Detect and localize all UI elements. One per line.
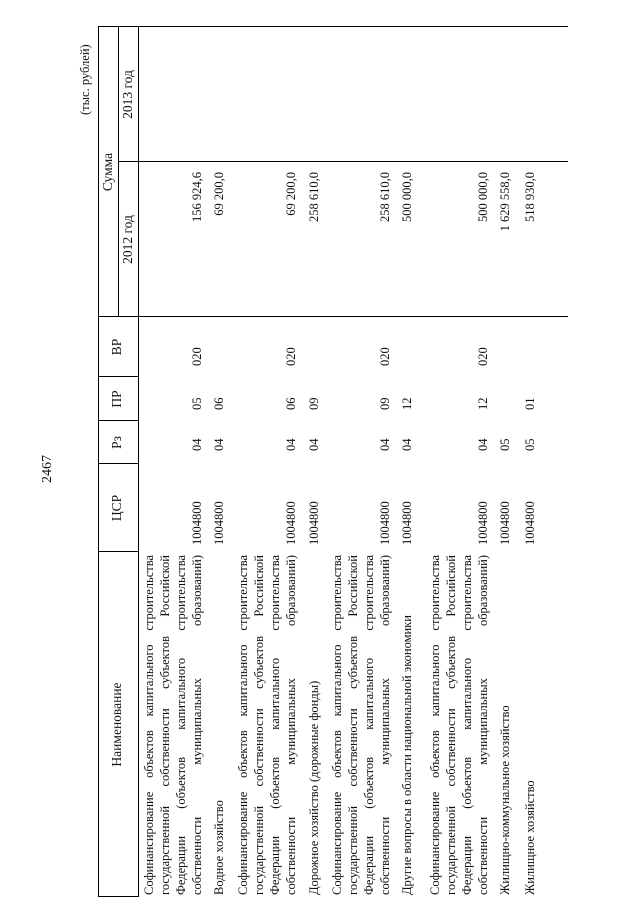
sum-subheader-line xyxy=(118,27,119,317)
page-number: 2467 xyxy=(40,455,55,483)
table-row-csr: 1004800 xyxy=(284,501,298,545)
table-row-rz: 04 xyxy=(284,438,298,451)
table-row-rz: 04 xyxy=(307,438,321,451)
table-row-csr: 1004800 xyxy=(307,501,321,545)
table-row-name: Софинансирование объектов капитального строительства государственной собственности субъектов Российской Федерации (объектов капитального строительства собственности муниципальных образований) xyxy=(428,555,490,895)
table-row-rz: 05 xyxy=(523,438,537,451)
table-row-csr: 1004800 xyxy=(476,501,490,545)
table-row-2012: 1 629 558,0 xyxy=(498,172,512,232)
table-row-name: Софинансирование объектов капитального строительства государственной собственности субъектов Российской Федерации (объектов капитального строительства собственности муниципальных образований) xyxy=(330,555,392,895)
table-row-name: Водное хозяйство xyxy=(212,800,226,895)
table-row-pr: 01 xyxy=(523,397,537,410)
table-top-border xyxy=(98,27,99,897)
table-row-pr: 12 xyxy=(400,397,414,410)
table-row-csr: 1004800 xyxy=(212,501,226,545)
header-bottom-border xyxy=(138,27,139,897)
table-row-vr: 020 xyxy=(476,347,490,366)
table-row-2012: 518 930,0 xyxy=(523,172,537,222)
table-row-name: Жилищно-коммунальное хозяйство xyxy=(498,705,512,895)
table-row-name: Другие вопросы в области национальной экономики xyxy=(400,615,414,895)
header-pr: ПР xyxy=(109,390,124,408)
table-row-csr: 1004800 xyxy=(378,501,392,545)
table-row-pr: 05 xyxy=(190,397,204,410)
budget-table xyxy=(98,27,568,897)
table-row-2012: 500 000,0 xyxy=(476,172,490,222)
col-divider-2012 xyxy=(118,161,568,162)
table-row-name: Софинансирование объектов капитального строительства государственной собственности субъектов Российской Федерации (объектов капитального строительства собственности муниципальных образований) xyxy=(236,555,298,895)
table-row-csr: 1004800 xyxy=(400,501,414,545)
header-csr: ЦСР xyxy=(109,494,124,522)
table-row-2012: 258 610,0 xyxy=(378,172,392,222)
table-row-vr: 020 xyxy=(190,347,204,366)
table-row-2012: 500 000,0 xyxy=(400,172,414,222)
col-divider-vr xyxy=(98,316,568,317)
header-vr: ВР xyxy=(109,338,124,356)
table-row-pr: 09 xyxy=(307,397,321,410)
table-row-2012: 69 200,0 xyxy=(212,172,226,216)
header-2012: 2012 год xyxy=(120,215,135,264)
table-row-rz: 04 xyxy=(190,438,204,451)
table-row-pr: 06 xyxy=(284,397,298,410)
table-row-name: Жилищное хозяйство xyxy=(523,780,537,895)
table-row-name: Софинансирование объектов капитального строительства государственной собственности субъектов Российской Федерации (объектов капитального строительства собственности муниципальных образований) xyxy=(142,555,204,895)
table-row-csr: 1004800 xyxy=(523,501,537,545)
table-row-vr: 020 xyxy=(378,347,392,366)
table-row-pr: 09 xyxy=(378,397,392,410)
table-right-border xyxy=(98,26,568,27)
table-row-2012: 258 610,0 xyxy=(307,172,321,222)
header-2013: 2013 год xyxy=(120,70,135,119)
table-row-csr: 1004800 xyxy=(190,501,204,545)
table-row-rz: 04 xyxy=(400,438,414,451)
table-row-rz: 04 xyxy=(378,438,392,451)
units-label: (тыс. рублей) xyxy=(78,44,92,115)
table-row-rz: 04 xyxy=(476,438,490,451)
table-row-rz: 04 xyxy=(212,438,226,451)
header-name: Наименование xyxy=(109,682,124,767)
table-row-pr: 06 xyxy=(212,397,226,410)
header-sum: Сумма xyxy=(100,152,115,192)
table-row-2012: 69 200,0 xyxy=(284,172,298,216)
table-row-vr: 020 xyxy=(284,347,298,366)
table-row-csr: 1004800 xyxy=(498,501,512,545)
table-row-rz: 05 xyxy=(498,438,512,451)
table-row-pr: 12 xyxy=(476,397,490,410)
table-row-2012: 156 924,6 xyxy=(190,172,204,222)
table-row-name: Дорожное хозяйство (дорожные фонды) xyxy=(307,680,321,895)
header-rz: Рз xyxy=(109,436,124,449)
